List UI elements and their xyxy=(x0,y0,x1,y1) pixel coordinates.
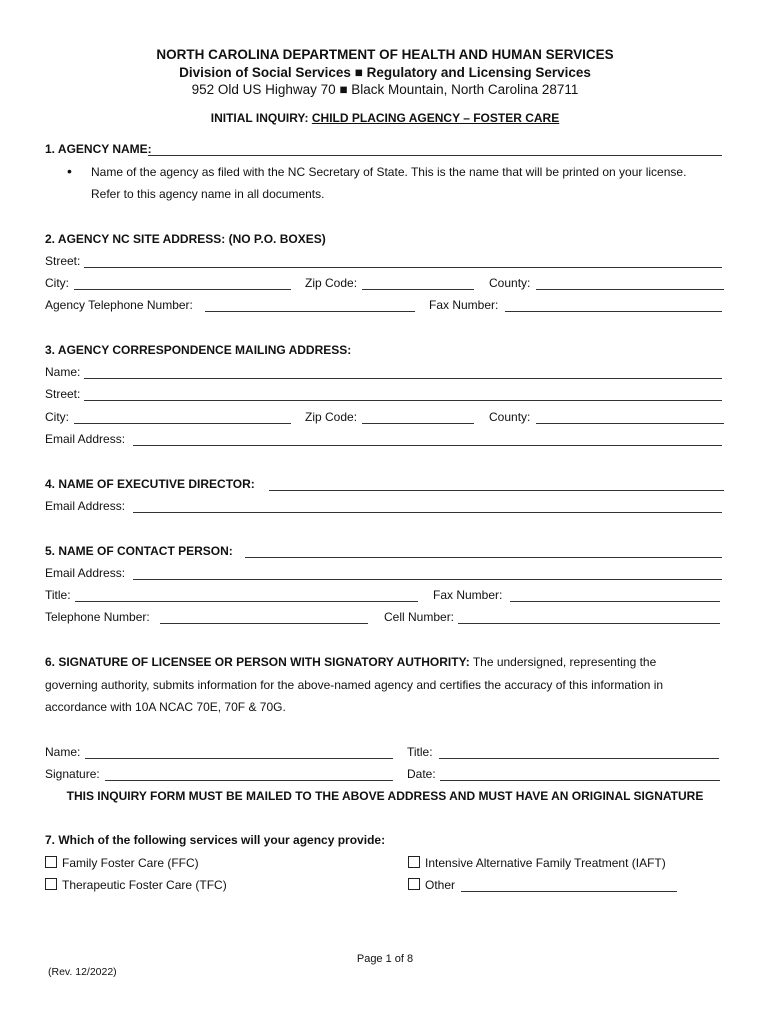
header-address: 952 Old US Highway 70 ■ Black Mountain, North Carolina 28711 xyxy=(191,82,579,97)
s2-phone-field[interactable] xyxy=(205,311,415,312)
s6-signature-label: Signature: xyxy=(45,767,100,781)
s3-city-field[interactable] xyxy=(74,423,291,424)
s5-fax-label: Fax Number: xyxy=(433,588,503,602)
s6-title-label: Title: xyxy=(407,745,433,759)
header-department: NORTH CAROLINA DEPARTMENT OF HEALTH AND HUMAN SERVICES xyxy=(156,47,614,62)
s2-street-field[interactable] xyxy=(84,267,722,268)
s4-title: 4. NAME OF EXECUTIVE DIRECTOR: xyxy=(45,477,255,491)
s2-phone-label: Agency Telephone Number: xyxy=(45,298,193,312)
s1-agency-name-label: 1. AGENCY NAME: xyxy=(45,142,152,156)
tfc-checkbox[interactable] xyxy=(45,878,57,890)
s3-city-label: City: xyxy=(45,410,69,424)
tfc-label: Therapeutic Foster Care (TFC) xyxy=(62,878,227,892)
s6-title: 6. SIGNATURE OF LICENSEE OR PERSON WITH SIGNATORY AUTHORITY: xyxy=(45,655,470,669)
s3-zip-label: Zip Code: xyxy=(305,410,358,424)
page-number: Page 1 of 8 xyxy=(356,953,414,965)
other-label: Other xyxy=(425,878,456,892)
s6-signature-field[interactable] xyxy=(105,780,393,781)
s5-phone-label: Telephone Number: xyxy=(45,610,150,624)
s3-name-field[interactable] xyxy=(84,378,722,379)
s3-street-field[interactable] xyxy=(84,400,722,401)
other-checkbox[interactable] xyxy=(408,878,420,890)
s5-title-label: Title: xyxy=(45,588,71,602)
ffc-label: Family Foster Care (FFC) xyxy=(62,856,199,870)
s6-paragraph-line-1 xyxy=(45,655,656,669)
s5-title: 5. NAME OF CONTACT PERSON: xyxy=(45,544,233,558)
s6-date-field[interactable] xyxy=(440,780,720,781)
s4-email-label: Email Address: xyxy=(45,499,126,513)
s6-name-label: Name: xyxy=(45,745,81,759)
s3-email-label: Email Address: xyxy=(45,432,126,446)
s5-email-label: Email Address: xyxy=(45,566,126,580)
s1-note-1: Name of the agency as filed with the NC Secretary of State. This is the name that will be printed on your license. xyxy=(91,165,687,179)
s3-email-field[interactable] xyxy=(133,445,722,446)
inquiry-prefix: INITIAL INQUIRY: xyxy=(210,111,312,125)
s2-fax-label: Fax Number: xyxy=(429,298,499,312)
header-division: Division of Social Services ■ Regulatory and Licensing Services xyxy=(179,65,591,80)
s5-title-field[interactable] xyxy=(75,601,418,602)
s5-email-field[interactable] xyxy=(133,579,722,580)
s4-director-field[interactable] xyxy=(269,490,724,491)
s1-note-2: Refer to this agency name in all documents. xyxy=(91,187,325,201)
s2-zip-label: Zip Code: xyxy=(305,276,358,290)
s5-phone-field[interactable] xyxy=(160,623,368,624)
revision-date: (Rev. 12/2022) xyxy=(48,966,117,978)
s5-fax-field[interactable] xyxy=(510,601,720,602)
s2-county-field[interactable] xyxy=(536,289,724,290)
s6-title-field[interactable] xyxy=(439,758,719,759)
mailing-notice: THIS INQUIRY FORM MUST BE MAILED TO THE ABOVE ADDRESS AND MUST HAVE AN ORIGINAL SIGNATURE xyxy=(66,789,704,803)
s3-title: 3. AGENCY CORRESPONDENCE MAILING ADDRESS: xyxy=(45,343,352,357)
inquiry-title xyxy=(0,111,770,125)
s2-title: 2. AGENCY NC SITE ADDRESS: (NO P.O. BOXES) xyxy=(45,232,326,246)
other-service-field[interactable] xyxy=(461,891,677,892)
s5-contact-field[interactable] xyxy=(245,557,722,558)
s3-street-label: Street: xyxy=(45,387,81,401)
s2-county-label: County: xyxy=(489,276,531,290)
s2-fax-field[interactable] xyxy=(505,311,722,312)
s5-cell-field[interactable] xyxy=(458,623,720,624)
s5-cell-label: Cell Number: xyxy=(384,610,455,624)
s7-title: 7. Which of the following services will your agency provide: xyxy=(45,833,386,847)
s4-email-field[interactable] xyxy=(133,512,722,513)
s6-name-field[interactable] xyxy=(85,758,393,759)
s2-street-label: Street: xyxy=(45,254,81,268)
s6-date-label: Date: xyxy=(407,767,436,781)
iaft-label: Intensive Alternative Family Treatment (IAFT) xyxy=(425,856,666,870)
inquiry-form-name: CHILD PLACING AGENCY – FOSTER CARE xyxy=(311,111,560,125)
s3-name-label: Name: xyxy=(45,365,81,379)
s2-city-field[interactable] xyxy=(74,289,291,290)
iaft-checkbox[interactable] xyxy=(408,856,420,868)
s6-paragraph-line-2: governing authority, submits information for the above-named agency and certifies the accuracy of this information in xyxy=(45,678,664,692)
s6-text-1: The undersigned, representing the xyxy=(469,655,657,669)
s1-bullet: • xyxy=(67,163,72,179)
ffc-checkbox[interactable] xyxy=(45,856,57,868)
s2-zip-field[interactable] xyxy=(362,289,474,290)
s3-county-field[interactable] xyxy=(536,423,724,424)
s3-county-label: County: xyxy=(489,410,531,424)
s3-zip-field[interactable] xyxy=(362,423,474,424)
s2-city-label: City: xyxy=(45,276,69,290)
s6-paragraph-line-3: accordance with 10A NCAC 70E, 70F & 70G. xyxy=(45,700,286,714)
s1-agency-name-field[interactable] xyxy=(148,155,722,156)
